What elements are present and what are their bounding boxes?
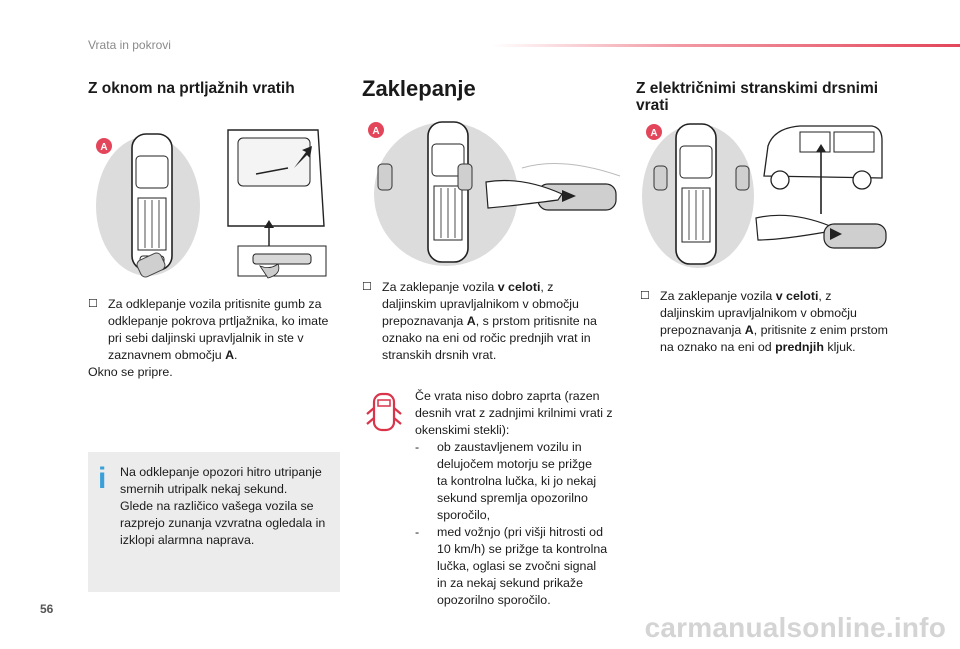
locking-illustration — [362, 116, 622, 270]
bullet-marker: ☐ — [640, 290, 650, 302]
door-warning-text: Če vrata niso dobro zaprta (razen desnih vrat z zadnjimi krilnimi vrati z okenskimi stekli): - ob zaustavljenem vozilu in delujočem motorju se prižge ta kontrolna lučka, ki jo nekaj sekund spremlja opozorilno sporočilo, - med vožnjo (pri višji hitrosti od 10 km/h) se prižge ta kontrolna lučka, oglasi se zvočni signal in za nekaj sekund prikaže opozorilno sporočilo. — [415, 388, 621, 609]
zone-a-label: A — [100, 142, 108, 153]
info-box — [88, 452, 340, 592]
heading-electric-sliding-doors: Z električnimi stranskimi drsnimi vrati — [636, 80, 879, 114]
sliding-door-illustration — [640, 118, 890, 272]
tailgate-illustration — [88, 116, 338, 294]
heading-locking: Zaklepanje — [362, 76, 476, 101]
zone-a-label: A — [650, 128, 658, 139]
info-icon: i — [98, 462, 107, 495]
sliding-lock-instruction: ☐ Za zaklepanje vozila v celoti, z daljinskim upravljalnikom v območju prepoznavanja A, pritisnite z enim prstom na oznako na eni od prednjih kljuk. — [640, 289, 888, 354]
bullet-marker: ☐ — [362, 281, 372, 293]
heading-window-tailgate: Z oknom na prtljažnih vratih — [88, 80, 295, 97]
door-open-warning-icon — [366, 392, 402, 432]
zone-a-label: A — [372, 126, 380, 137]
watermark: carmanualsonline.info — [644, 612, 946, 643]
page-number: 56 — [40, 602, 54, 616]
section-title: Vrata in pokrovi — [88, 38, 171, 52]
list-item: - med vožnjo (pri višji hitrosti od 10 km/h) se prižge ta kontrolna lučka, oglasi se zvočni signal in za nekaj sekund prikaže opozorilno sporočilo. — [415, 525, 608, 607]
unlock-tailgate-instruction: ☐ Za odklepanje vozila pritisnite gumb za odklepanje pokrova prtljažnika, ko imate pri sebi daljinski upravljalnik in ste v zaznavnem območju A. Okno se pripre. — [88, 296, 338, 381]
bullet-marker: ☐ — [88, 298, 98, 310]
window-note: Okno se pripre. — [88, 365, 173, 379]
list-item: - ob zaustavljenem vozilu in delujočem motorju se prižge ta kontrolna lučka, ki jo nekaj sekund spremlja opozorilno sporočilo, — [415, 440, 597, 522]
info-text: Na odklepanje opozori hitro utripanje smernih utripalk nekaj sekund. Glede na različico vašega vozila se razprejo zunanja vzvratna ogledala in izklopi alarmna naprava. — [120, 465, 326, 547]
lock-instruction: ☐ Za zaklepanje vozila v celoti, z daljinskim upravljalnikom v območju prepoznavanja A, s prstom pritisnite na oznako na eni od ročic prednjih vrat in stranskih drsnih vrat. — [362, 280, 597, 362]
header-accent-line — [492, 44, 960, 47]
